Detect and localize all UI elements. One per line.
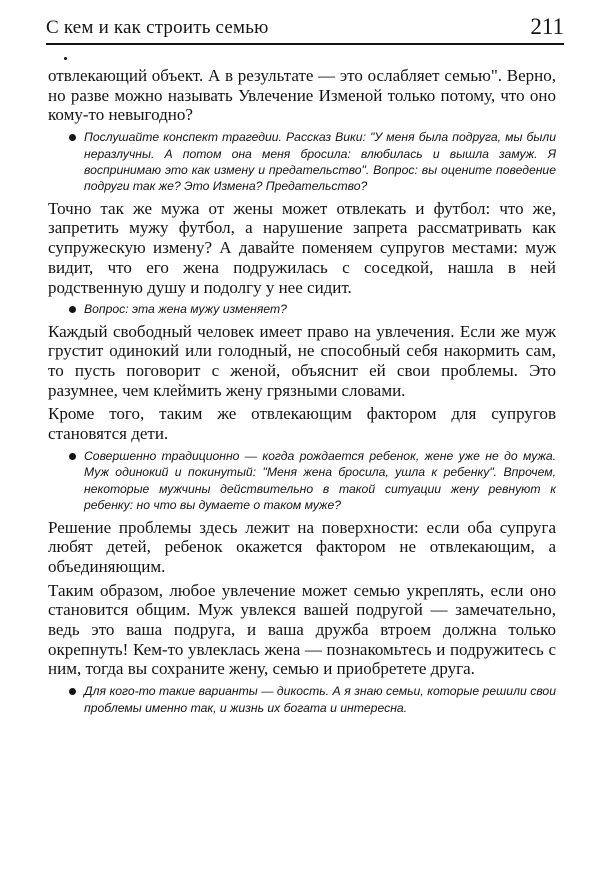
paragraph: Таким образом, любое увлечение может семью укреплять, если оно становится общим. Муж увлекся вашей подругой — замечательно, ведь это ваша подруга, и ваша дружба втроем должна только окрепнуть! Кем-то увлеклась жена — познакомьтесь и подружитесь с ним, тогда вы сохраните жену, семью и приобретете друга. xyxy=(48,580,556,679)
note-item xyxy=(48,683,556,716)
paragraph: Кроме того, таким же отвлекающим фактором для супругов становятся дети. xyxy=(48,404,556,444)
bullet-icon xyxy=(69,306,76,313)
paragraph: Точно так же мужа от жены может отвлекать и футбол: что же, запретить мужу футбол, а нарушение запрета рассматривать как супружескую измену? А давайте поменяем супругов местами: муж видит, что его жена подружилась с соседкой, нашла в ней родственную душу и подолгу у нее сидит. xyxy=(48,198,556,297)
paragraph: Решение проблемы здесь лежит на поверхности: если оба супруга любят детей, ребенок окажется фактором не отвлекающим, а объединяющим. xyxy=(48,517,556,576)
paragraph: отвлекающий объект. А в результате — это ослабляет семью". Верно, но разве можно называть Увлечение Изменой только потому, что оно кому-то невыгодно? xyxy=(48,66,556,125)
print-speck xyxy=(64,57,67,60)
page-number: 211 xyxy=(530,14,564,39)
page-body xyxy=(48,66,556,720)
note-item xyxy=(48,129,556,195)
note-text: Вопрос: эта жена мужу изменяет? xyxy=(84,302,287,317)
note-text: Послушайте конспект трагедии. Рассказ Вики: "У меня была подруга, мы были неразлучны. А потом она меня бросила: влюбилась и вышла замуж. Я воспринимаю это как измену и предательство". Вопрос: вы оцените поведение подруги так же? Это Измена? Предательство? xyxy=(84,130,556,194)
running-title: С кем и как строить семью xyxy=(46,17,269,38)
page-header xyxy=(46,16,564,42)
note-item xyxy=(48,301,556,317)
bullet-icon xyxy=(69,453,76,460)
bullet-icon xyxy=(69,134,76,141)
note-text: Совершенно традиционно — когда рождается ребенок, жене уже не до мужа. Муж одинокий и покинутый: "Меня жена бросила, ушла к ребенку". Впрочем, некоторые мужчины действительно в такой ситуации жену ревнуют к ребенку: но что вы думаете о таком муже? xyxy=(84,448,556,513)
paragraph: Каждый свободный человек имеет право на увлечения. Если же муж грустит одинокий или голодный, не способный себя накормить сам, то пусть поговорит с женой, объяснит ей свои проблемы. Это разумнее, чем клеймить жену грязными словами. xyxy=(48,321,556,400)
note-item xyxy=(48,448,556,514)
bullet-icon xyxy=(69,688,76,695)
header-rule xyxy=(46,43,564,45)
note-text: Для кого-то такие варианты — дикость. А я знаю семьи, которые решили свои проблемы именно так, и жизнь их богата и интересна. xyxy=(84,684,556,715)
